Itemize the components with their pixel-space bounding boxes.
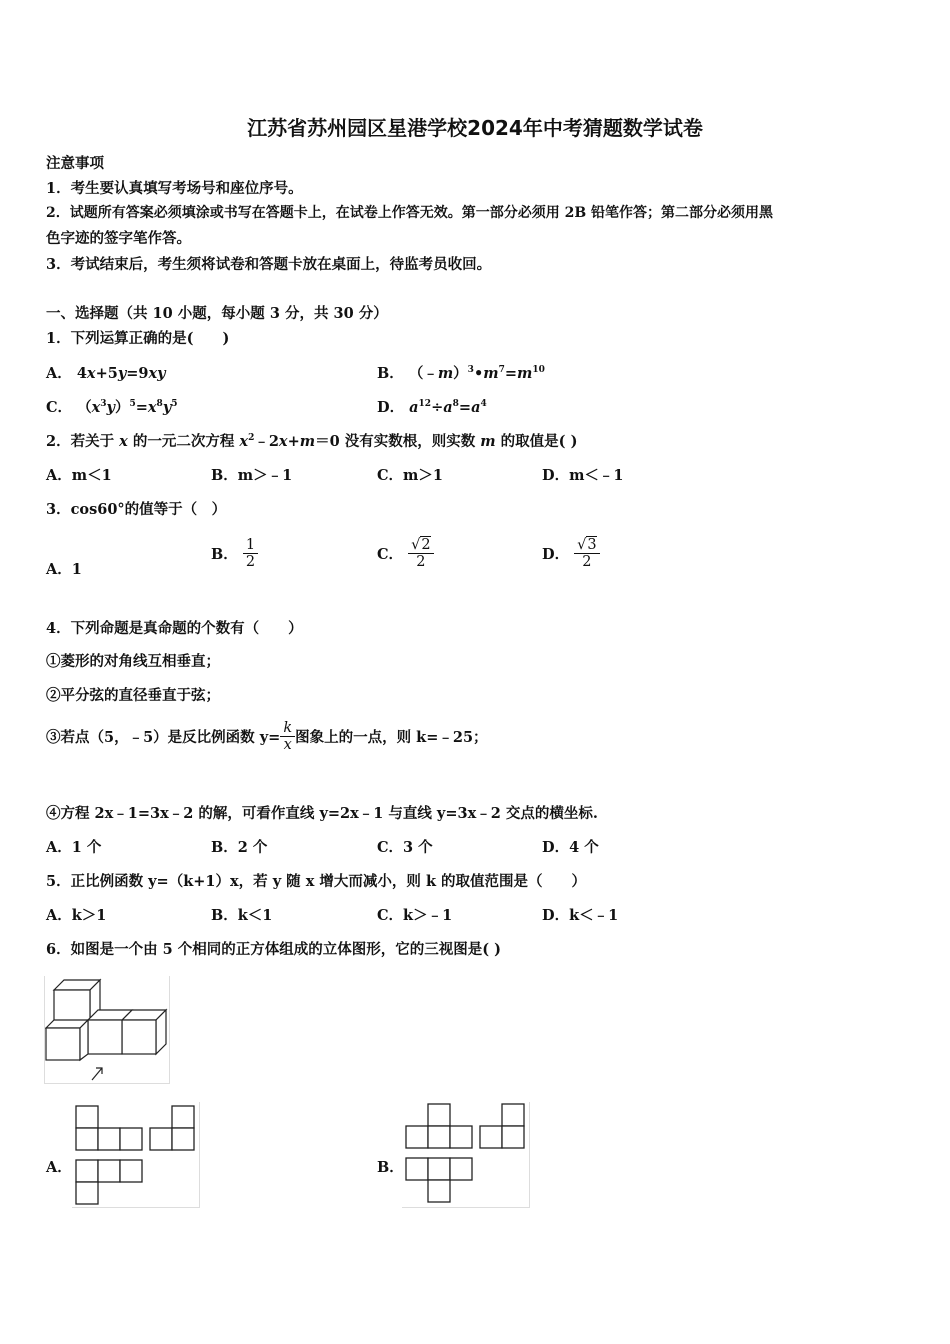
notice-item-2b: 色字迹的签字笔作答。 bbox=[46, 230, 191, 247]
fraction-k-x: $\frac{k}{x}$ bbox=[280, 720, 295, 753]
notice-item-2a: 2．试题所有答案必须填涂或书写在答题卡上，在试卷上作答无效。第一部分必须用 2B 铅笔作答；第二部分必须用黑 bbox=[46, 205, 774, 221]
q5-option-c: C．k＞﹣1 bbox=[377, 907, 453, 924]
q6-option-b-label: B． bbox=[377, 1159, 404, 1176]
q2-option-d: D．m＜﹣1 bbox=[542, 467, 624, 484]
notice-heading: 注意事项 bbox=[46, 155, 104, 172]
q2-option-a: A．m＜1 bbox=[46, 467, 112, 484]
section-heading: 一、选择题（共 10 小题，每小题 3 分，共 30 分） bbox=[46, 305, 388, 322]
q2-option-c: C．m＞1 bbox=[377, 467, 443, 484]
q2-stem: 2．若关于 x 的一元二次方程 $x^2﹣2x+m=0$ 没有实数根，则实数 m 的取值是( ) bbox=[46, 433, 578, 450]
q3-option-a: A．1 bbox=[46, 561, 82, 578]
q3-option-b: B． $\frac{1}{2}$ bbox=[211, 537, 258, 570]
q1-option-c: C． $(x^3y)^5=x^8y^5$ bbox=[46, 399, 178, 416]
q1-option-a: A． 4x+5y=9xy bbox=[46, 365, 166, 382]
q4-proposition-3: ③若点（5，﹣5）是反比例函数 y= $\frac{k}{x}$ 图象上的一点，则 k=﹣25； bbox=[46, 720, 488, 753]
q5-option-b: B．k＜1 bbox=[211, 907, 273, 924]
q4-option-d: D．4 个 bbox=[542, 839, 599, 856]
q2-option-b: B．m＞﹣1 bbox=[211, 467, 293, 484]
q6-option-b-views bbox=[402, 1102, 530, 1208]
q3-stem: 3．cos60°的值等于（ ） bbox=[46, 501, 227, 518]
q3-option-d: D． $\frac{√3}{2}$ bbox=[542, 537, 600, 570]
fraction-sqrt2-2: $\frac{√2}{2}$ bbox=[408, 537, 433, 570]
q4-proposition-2: ②平分弦的直径垂直于弦； bbox=[46, 687, 220, 704]
page-title: 江苏省苏州园区星港学校2024年中考猜题数学试卷 bbox=[247, 116, 703, 140]
q1-option-d: D． $a^{12}\div a^8=a^4$ bbox=[377, 399, 487, 416]
q4-option-c: C．3 个 bbox=[377, 839, 433, 856]
fraction-1-2: $\frac{1}{2}$ bbox=[243, 537, 258, 570]
q4-proposition-4: ④方程 2x﹣1=3x﹣2 的解，可看作直线 y=2x﹣1 与直线 y=3x﹣2 交点的横坐标. bbox=[46, 805, 598, 822]
cube-solid-figure bbox=[44, 976, 170, 1084]
notice-item-3: 3．考试结束后，考生须将试卷和答题卡放在桌面上，待监考员收回。 bbox=[46, 256, 492, 273]
q4-option-b: B．2 个 bbox=[211, 839, 268, 856]
q3-option-c: C． $\frac{√2}{2}$ bbox=[377, 537, 434, 570]
q1-option-b: B． $(﹣m)^3•m^7=m^{10}$ bbox=[377, 365, 545, 382]
q6-option-a-views bbox=[72, 1102, 200, 1208]
q6-option-a-label: A． bbox=[46, 1159, 72, 1176]
q5-option-a: A．k＞1 bbox=[46, 907, 107, 924]
q4-stem: 4．下列命题是真命题的个数有（ ） bbox=[46, 620, 303, 637]
notice-item-1: 1．考生要认真填写考场号和座位序号。 bbox=[46, 180, 303, 197]
q4-proposition-1: ①菱形的对角线互相垂直； bbox=[46, 653, 220, 670]
q5-stem: 5．正比例函数 y=（k+1）x，若 y 随 x 增大而减小，则 k 的取值范围是（ ） bbox=[46, 873, 587, 890]
q1-stem: 1．下列运算正确的是( ) bbox=[46, 330, 230, 347]
q5-option-d: D．k＜﹣1 bbox=[542, 907, 619, 924]
q6-stem: 6．如图是一个由 5 个相同的正方体组成的立体图形，它的三视图是( ) bbox=[46, 941, 502, 958]
fraction-sqrt3-2: $\frac{√3}{2}$ bbox=[574, 537, 599, 570]
q4-option-a: A．1 个 bbox=[46, 839, 102, 856]
view-direction-arrow-icon bbox=[92, 1068, 102, 1080]
